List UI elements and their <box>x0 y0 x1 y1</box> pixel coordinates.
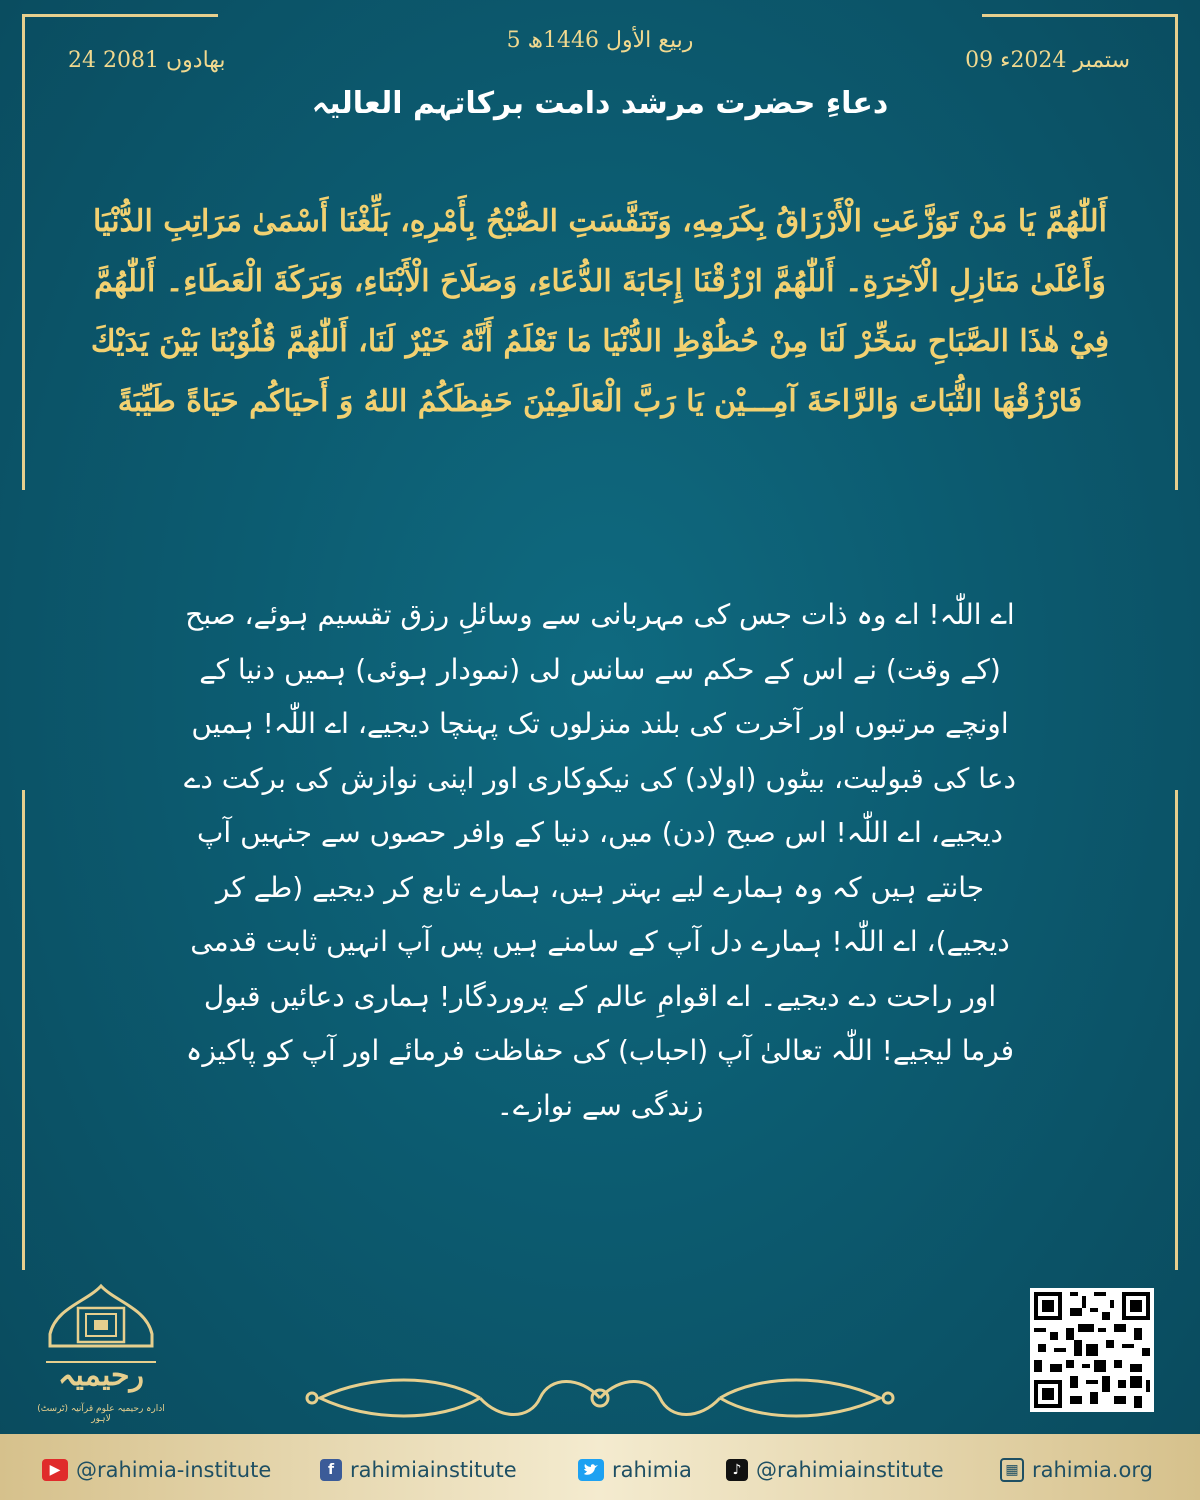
tiktok-icon: ♪ <box>726 1459 748 1481</box>
qr-code-icon <box>1030 1288 1154 1412</box>
hijri-date: 5 ربیع الأول 1446ھ <box>506 28 694 53</box>
logo-caption: ادارہ رحیمیہ علوم قرآنیہ (ٹرسٹ) لاہور <box>37 1404 165 1424</box>
website-url: rahimia.org <box>1032 1458 1153 1482</box>
facebook-link[interactable] <box>320 1458 517 1482</box>
social-footer <box>0 1434 1200 1500</box>
youtube-icon: ▶ <box>42 1459 68 1481</box>
website-link[interactable] <box>1000 1458 1153 1482</box>
tiktok-handle: @rahimiainstitute <box>756 1458 944 1482</box>
facebook-handle: rahimiainstitute <box>350 1458 517 1482</box>
bikrami-date: 24 بھادوں 2081 <box>68 48 226 73</box>
tiktok-link[interactable] <box>726 1458 944 1482</box>
arabic-dua-text: أَللّٰهُمَّ يَا مَنْ تَوَزَّعَتِ الْأَرْزَاقُ بِكَرَمِهِ، وَتَنَفَّسَتِ الصُّبْحُ بِأَمْرِهِ، بَلِّغْنَا أَسْمَىٰ مَرَاتِبِ الدُّنْيَا وَأَعْلَىٰ مَنَازِلِ الْآخِرَةِ۔ أَللّٰهُمَّ ارْزُقْنَا إِجَابَةَ الدُّعَاءِ، وَصَلَاحَ الْأَبْنَاءِ، وَبَرَكَةَ الْعَطَاءِ۔ أَللّٰهُمَّ فِيْ هٰذَا الصَّبَاحِ سَخِّرْ لَنَا مِنْ حُظُوْظِ الدُّنْيَا مَا تَعْلَمُ أَنَّهُ خَيْرٌ لَنَا، أَللّٰهُمَّ قُلُوْبُنَا بَيْنَ يَدَيْكَ فَارْزُقْهَا الثُّبَاتَ وَالرَّاحَةَ آمِـــيْن يَا رَبَّ الْعَالَمِيْنَ حَفِظَكُمُ اللهُ وَ أَحيَاكُم حَيَاةً طَيِّبَةً <box>90 204 1110 419</box>
gregorian-date: 09 ستمبر 2024ء <box>965 48 1130 73</box>
logo-wordmark: رحیمیہ <box>57 1358 145 1393</box>
website-qr-icon: ▦ <box>1000 1458 1024 1482</box>
ornament-divider-icon <box>300 1370 900 1426</box>
page-title: دعاءِ حضرت مرشد دامت برکاتہم العالیہ <box>311 86 889 121</box>
rahimia-logo <box>36 1282 166 1432</box>
youtube-link[interactable] <box>42 1458 271 1482</box>
urdu-translation-text: اے اللّٰہ! اے وہ ذات جس کی مہربانی سے وسائلِ رزق تقسیم ہوئے، صبح (کے وقت) نے اس کے حکم سے سانس لی (نمودار ہوئی) ہمیں دنیا کے اونچے مرتبوں اور آخرت کی بلند منزلوں تک پہنچا دیجیے، اے اللّٰہ! ہمیں دعا کی قبولیت، بیٹوں (اولاد) کی نیکوکاری اور اپنی نوازش کی برکت دے دیجیے، اے اللّٰہ! اس صبح (دن) میں، دنیا کے وافر حصوں سے جنہیں آپ جانتے ہیں کہ وہ ہمارے لیے بہتر ہیں، ہمارے تابع کر دیجیے (طے کر دیجیے)، اے اللّٰہ! ہمارے دل آپ کے سامنے ہیں پس آپ انہیں ثابت قدمی اور راحت دے دیجیے۔ اے اقوامِ عالم کے پروردگار! ہماری دعائیں قبول فرما لیجیے! اللّٰہ تعالیٰ آپ (احباب) کی حفاظت فرمائے اور آپ کو پاکیزہ زندگی سے نوازے۔ <box>184 598 1016 1122</box>
facebook-icon: f <box>320 1459 342 1481</box>
twitter-link[interactable] <box>578 1458 692 1482</box>
twitter-icon <box>578 1459 604 1481</box>
twitter-handle: rahimia <box>612 1458 692 1482</box>
qr-code[interactable] <box>1030 1288 1154 1412</box>
youtube-handle: @rahimia-institute <box>76 1458 272 1482</box>
